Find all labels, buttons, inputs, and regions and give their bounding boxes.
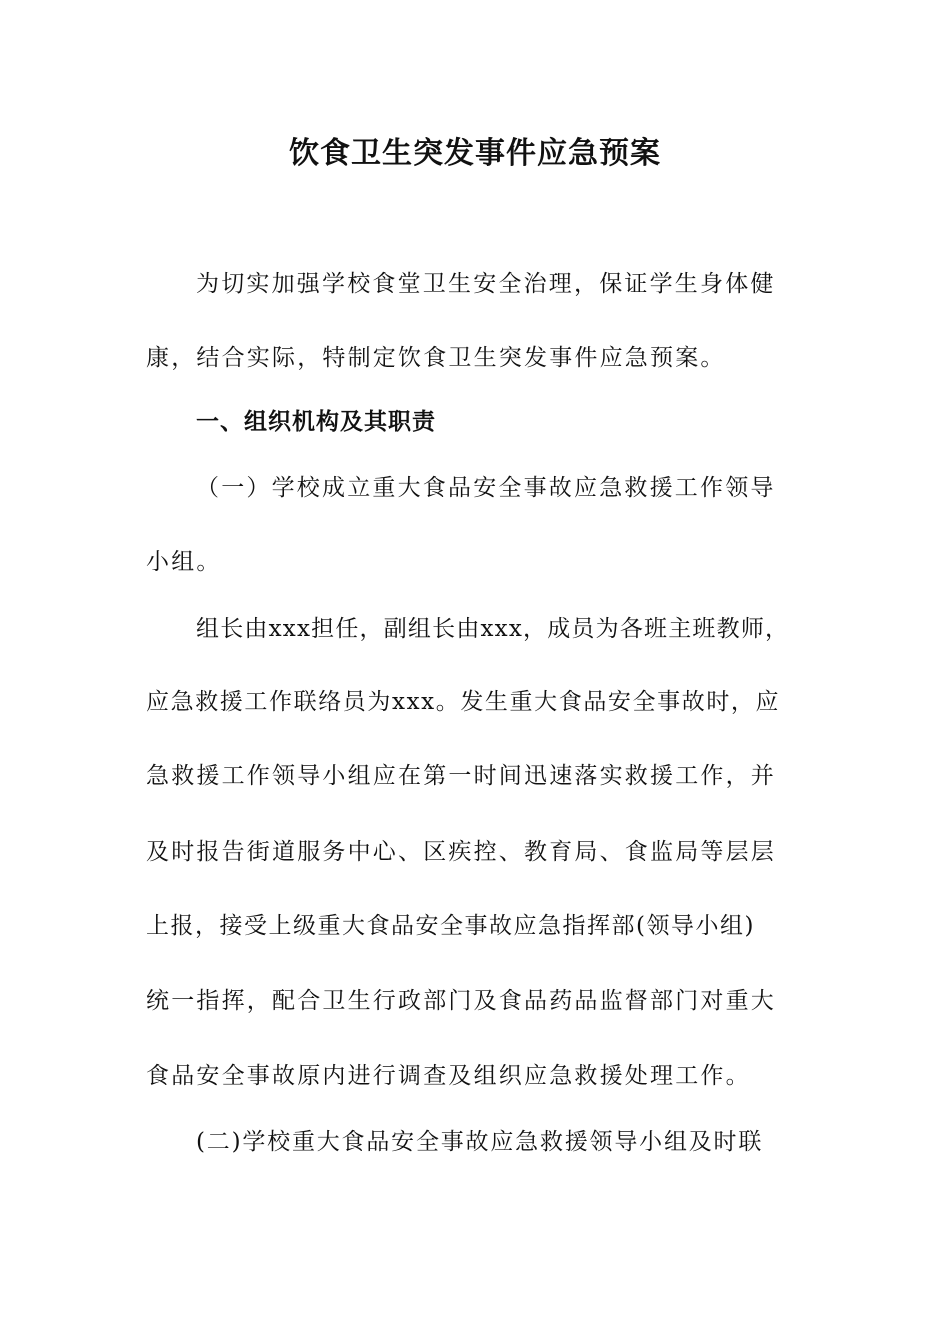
section-heading: 一、组织机构及其职责 [196,409,436,435]
paragraph-line: 组长由xxx担任，副组长由xxx，成员为各班主班教师， [196,616,790,642]
paragraph-line: 上报，接受上级重大食品安全事故应急指挥部(领导小组) [146,913,755,939]
paragraph-line: 小组。 [146,549,222,575]
paragraph-line: （一）学校成立重大食品安全事故应急救援工作领导 [196,475,776,501]
paragraph-line: 统一指挥，配合卫生行政部门及食品药品监督部门对重大 [146,988,776,1014]
paragraph-line: 康，结合实际，特制定饮食卫生突发事件应急预案。 [146,345,726,371]
paragraph-line: 及时报告街道服务中心、区疾控、教育局、食监局等层层 [146,839,776,865]
paragraph-line: 为切实加强学校食堂卫生安全治理，保证学生身体健 [196,271,776,297]
paragraph-line: (二)学校重大食品安全事故应急救援领导小组及时联 [196,1129,764,1155]
paragraph-line: 急救援工作领导小组应在第一时间迅速落实救援工作，并 [146,763,776,789]
paragraph-line: 食品安全事故原内进行调查及组织应急救援处理工作。 [146,1063,751,1089]
document-title: 饮食卫生突发事件应急预案 [289,136,661,171]
paragraph-line: 应急救援工作联络员为xxx。发生重大食品安全事故时，应 [146,689,781,715]
